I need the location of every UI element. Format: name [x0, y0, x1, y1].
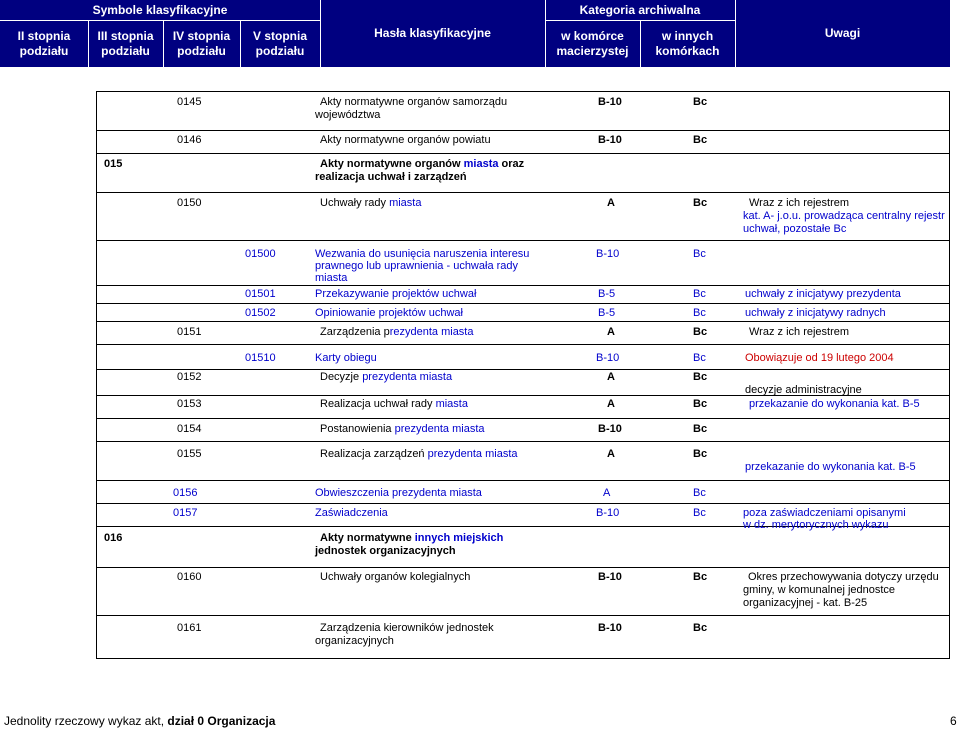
row-code: 0153 — [177, 398, 202, 410]
row-kat-macierzysta: A — [607, 371, 615, 383]
row-kat-macierzysta: A — [603, 487, 611, 499]
row-code: 0152 — [177, 371, 202, 383]
row-kat-macierzysta: B-10 — [598, 134, 622, 146]
row-code: 01500 — [245, 248, 276, 260]
row-code: 0146 — [177, 134, 202, 146]
row-title: Zarządzenia kierowników jednostek — [320, 622, 494, 634]
page-footer-title: Jednolity rzeczowy wykaz akt, dział 0 Organizacja — [4, 714, 276, 728]
row-title: Akty normatywne organów samorządu — [320, 96, 508, 108]
row-title: Akty normatywne organów miasta oraz — [320, 158, 525, 170]
row-kat-macierzysta: A — [607, 398, 615, 410]
row-title: Uchwały rady miasta — [320, 197, 422, 209]
row-uwagi-cont: uchwał, pozostałe Bc — [743, 223, 847, 235]
row-kat-inne: Bc — [693, 487, 706, 499]
row-uwagi: przekazanie do wykonania kat. B-5 — [749, 398, 920, 410]
row-kat-inne: Bc — [693, 248, 706, 260]
header-col-iv: IV stopnia podziału — [172, 28, 231, 58]
table-header — [0, 0, 950, 67]
row-title: Realizacja uchwał rady miasta — [320, 398, 468, 410]
row-uwagi-cont: organizacyjnej - kat. B-25 — [743, 597, 868, 609]
header-symbole: Symbole klasyfikacyjne — [92, 2, 228, 17]
row-code: 015 — [104, 158, 123, 170]
row-title: Zaświadczenia — [315, 507, 388, 519]
row-kat-inne: Bc — [693, 398, 708, 410]
row-title-cont: organizacyjnych — [315, 635, 394, 647]
header-kategoria: Kategoria archiwalna — [579, 2, 701, 17]
row-kat-inne: Bc — [693, 448, 708, 460]
row-code: 01501 — [245, 288, 276, 300]
row-title: Przekazywanie projektów uchwał — [315, 288, 477, 300]
row-title: Zarządzenia prezydenta miasta — [320, 326, 474, 338]
header-hasla: Hasła klasyfikacyjne — [374, 26, 491, 40]
row-kat-inne: Bc — [693, 307, 706, 319]
row-uwagi-cont: w dz. merytorycznych wykazu — [743, 519, 889, 531]
row-title-cont: miasta — [315, 272, 348, 284]
row-kat-inne: Bc — [693, 96, 708, 108]
row-title: Wezwania do usunięcia naruszenia interesu — [315, 248, 530, 260]
row-title-cont: prawnego lub uprawnienia - uchwała rady — [315, 260, 519, 272]
row-code: 01502 — [245, 307, 276, 319]
row-uwagi: uchwały z inicjatywy prezydenta — [745, 288, 901, 300]
header-col-v: V stopnia podziału — [252, 28, 307, 58]
header-w-innych: w innych komórkach — [655, 28, 720, 58]
row-kat-inne: Bc — [693, 507, 706, 519]
row-kat-macierzysta: B-10 — [596, 248, 620, 260]
header-uwagi: Uwagi — [824, 26, 861, 40]
row-uwagi-cont: gminy, w komunalnej jednostce — [743, 584, 896, 596]
row-kat-inne: Bc — [693, 423, 708, 435]
row-uwagi: uchwały z inicjatywy radnych — [745, 307, 886, 319]
row-title: Uchwały organów kolegialnych — [320, 571, 471, 583]
row-uwagi: Obowiązuje od 19 lutego 2004 — [745, 352, 894, 364]
row-title: Postanowienia prezydenta miasta — [320, 423, 485, 435]
row-kat-inne: Bc — [693, 352, 706, 364]
header-col-ii: II stopnia podziału — [17, 28, 71, 58]
row-code: 0154 — [177, 423, 202, 435]
row-title: Akty normatywne organów powiatu — [320, 134, 491, 146]
row-kat-inne: Bc — [693, 571, 708, 583]
row-uwagi: poza zaświadczeniami opisanymi — [743, 507, 906, 519]
row-uwagi: decyzje administracyjne — [745, 384, 862, 396]
row-kat-macierzysta: A — [607, 448, 615, 460]
row-uwagi: przekazanie do wykonania kat. B-5 — [745, 461, 916, 473]
row-code: 0145 — [177, 96, 202, 108]
row-kat-inne: Bc — [693, 622, 708, 634]
header-col-iii: III stopnia podziału — [97, 28, 154, 58]
row-kat-macierzysta: B-10 — [596, 352, 620, 364]
row-kat-macierzysta: B-5 — [598, 288, 616, 300]
row-title-cont: województwa — [315, 109, 381, 121]
row-title: Realizacja zarządzeń prezydenta miasta — [320, 448, 518, 460]
row-code: 0160 — [177, 571, 202, 583]
row-uwagi: Wraz z ich rejestrem — [749, 326, 850, 338]
row-kat-inne: Bc — [693, 288, 706, 300]
row-code: 0150 — [177, 197, 202, 209]
header-w-komorce: w komórce macierzystej — [556, 28, 629, 58]
row-title: Opiniowanie projektów uchwał — [315, 307, 463, 319]
row-kat-macierzysta: B-10 — [598, 571, 622, 583]
row-code: 0156 — [173, 487, 198, 499]
row-title: Karty obiegu — [315, 352, 377, 364]
page-number: 6 — [950, 714, 957, 728]
row-kat-macierzysta: B-10 — [598, 96, 622, 108]
row-title-cont: realizacja uchwał i zarządzeń — [315, 171, 467, 183]
row-kat-macierzysta: B-10 — [598, 622, 622, 634]
row-uwagi-cont: kat. A- j.o.u. prowadząca centralny rejestr — [743, 210, 945, 222]
row-kat-inne: Bc — [693, 197, 708, 209]
row-uwagi: Wraz z ich rejestrem — [749, 197, 850, 209]
row-title: Akty normatywne innych miejskich — [320, 532, 504, 544]
row-kat-inne: Bc — [693, 326, 708, 338]
row-kat-macierzysta: B-10 — [598, 423, 622, 435]
row-code: 0161 — [177, 622, 202, 634]
row-code: 0155 — [177, 448, 202, 460]
row-code: 0151 — [177, 326, 202, 338]
row-kat-inne: Bc — [693, 371, 708, 383]
row-title: Decyzje prezydenta miasta — [320, 371, 453, 383]
row-code: 01510 — [245, 352, 276, 364]
row-title: Obwieszczenia prezydenta miasta — [315, 487, 482, 499]
row-code: 0157 — [173, 507, 198, 519]
row-code: 016 — [104, 532, 123, 544]
row-uwagi: Okres przechowywania dotyczy urzędu — [748, 571, 939, 583]
row-kat-macierzysta: A — [607, 197, 615, 209]
row-kat-macierzysta: B-5 — [598, 307, 616, 319]
row-kat-macierzysta: B-10 — [596, 507, 620, 519]
row-kat-inne: Bc — [693, 134, 708, 146]
row-title-cont: jednostek organizacyjnych — [315, 545, 456, 557]
row-kat-macierzysta: A — [607, 326, 615, 338]
